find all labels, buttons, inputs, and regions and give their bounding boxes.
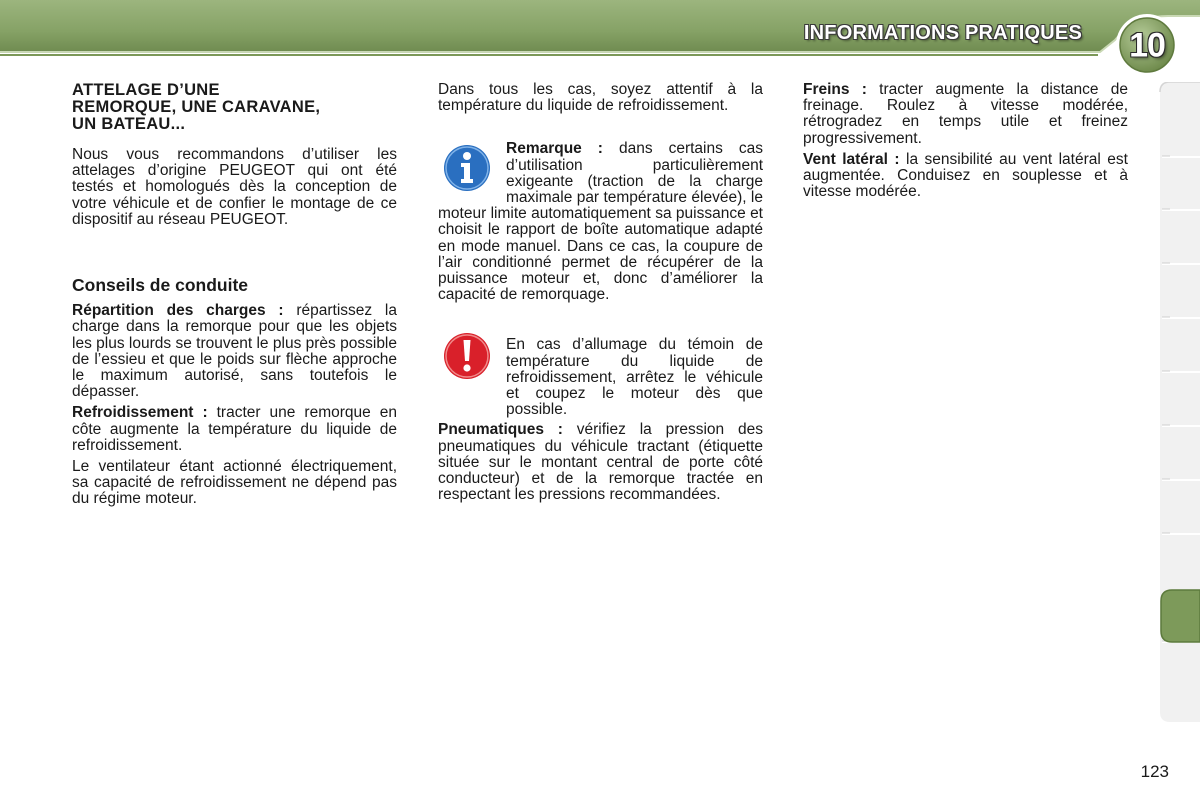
active-chapter-tab bbox=[1161, 590, 1200, 642]
heading-line-3: UN BATEAU... bbox=[72, 115, 186, 133]
page-number: 123 bbox=[1140, 762, 1169, 781]
text-brakes: tracter augmente la distance de freinage. Roulez à vitesse modérée, rétrogradez en temps utile et freinez progressivement. bbox=[803, 81, 1129, 147]
warning-note bbox=[438, 337, 763, 418]
text-remark: dans certains cas d’utilisation particulièrement exigeante (traction de la charge maximale par température élevée), le moteur limite automatiquement sa puissance et choisit le rapport de boîte automatique adapté en mode manuel. Dans ce cas, la coupure de l’air conditionné permet de récupérer de la puissance moteur et, donc d’améliorer la capacité de remorquage. bbox=[438, 140, 763, 304]
text-load-distribution: répartissez la charge dans la remorque pour que les objets les plus lourds se trouvent le plus près possible de l’essieu et que le poids sur flèche approche le maximum autorisé, sans toutefois le dépasser. bbox=[72, 302, 398, 401]
paragraph-fan: Le ventilateur étant actionné électriquement, sa capacité de refroidissement ne dépend pas du régime moteur. bbox=[72, 458, 397, 508]
intro-paragraph: Nous vous recommandons d’utiliser les attelages d’origine PEUGEOT qui ont été testés et homologués dès la conception de votre véhicule et de confier le montage de ce dispositif au réseau PEUGEOT. bbox=[72, 146, 397, 228]
label-cooling: Refroidissement : bbox=[72, 404, 208, 422]
info-note bbox=[438, 141, 763, 303]
chapter-header bbox=[0, 0, 1200, 65]
section-heading bbox=[72, 82, 397, 133]
paragraph-crosswind bbox=[803, 152, 1128, 201]
chapter-tabs bbox=[1158, 82, 1200, 722]
label-brakes: Freins : bbox=[803, 81, 867, 98]
column-2 bbox=[438, 82, 763, 508]
section-title: INFORMATIONS PRATIQUES bbox=[803, 22, 1082, 44]
paragraph-load-distribution bbox=[72, 303, 397, 400]
text-tyres: vérifiez la pression des pneumatiques du véhicule tractant (étiquette située sur le montant central de porte côté conducteur) et de la remorque tractée en respectant les pressions recommandées. bbox=[438, 421, 763, 504]
paragraph-brakes bbox=[803, 82, 1128, 147]
heading-line-1: ATTELAGE D’UNE bbox=[72, 81, 220, 99]
warning-note-text: En cas d’allumage du témoin de température du liquide de refroidissement, arrêtez le véhicule et coupez le moteur dès que possible. bbox=[506, 336, 763, 419]
text-cooling: tracter une remorque en côte augmente la température du liquide de refroidissement. bbox=[72, 404, 398, 454]
paragraph-tyres bbox=[438, 422, 763, 503]
subheading-driving-tips: Conseils de conduite bbox=[72, 275, 248, 296]
label-load-distribution: Répartition des charges : bbox=[72, 302, 284, 320]
column-3 bbox=[803, 82, 1128, 205]
warning-icon bbox=[442, 331, 492, 381]
paragraph-cooling bbox=[72, 405, 397, 454]
label-remark: Remarque : bbox=[506, 140, 603, 158]
text-crosswind: la sensibilité au vent latéral est augmentée. Conduisez en souplesse et à vitesse modérée. bbox=[803, 150, 1128, 201]
info-icon bbox=[442, 143, 492, 193]
label-crosswind: Vent latéral : bbox=[803, 150, 900, 168]
heading-line-2: REMORQUE, UNE CARAVANE, bbox=[72, 98, 321, 116]
paragraph-temperature: Dans tous les cas, soyez attentif à la température du liquide de refroidissement. bbox=[438, 81, 763, 115]
label-tyres: Pneumatiques : bbox=[438, 421, 563, 439]
column-1 bbox=[72, 82, 397, 513]
chapter-number: 10 bbox=[1129, 26, 1165, 65]
